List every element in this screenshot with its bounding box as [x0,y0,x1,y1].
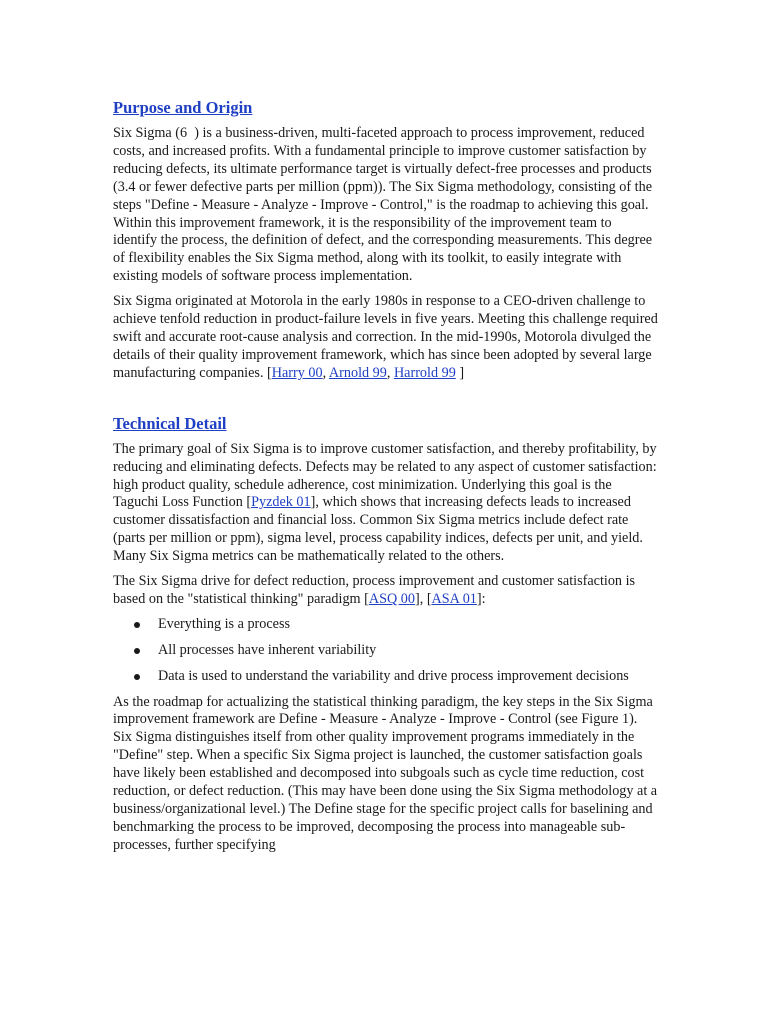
ref-harrold-99-link[interactable]: Harrold 99 [393,364,456,381]
primary-goal-paragraph [113,441,658,566]
ref-pyzdek-01-link[interactable]: Pyzdek 01 [251,494,311,511]
list-item: Everything is a process [158,616,658,634]
ref-asa-01-link[interactable]: ASA 01 [431,590,477,607]
section-spacer [113,390,658,414]
article-body [113,98,658,862]
separator: , [386,364,391,381]
purpose-origin-heading[interactable]: Purpose and Origin [113,98,253,117]
ref-asq-00-link[interactable]: ASQ 00 [368,590,415,607]
purpose-paragraph: Six Sigma (6 ) is a business-driven, multi-faceted approach to process improvement, reduced costs, and increased profits. With a fundamental principle to improve customer satisfaction by reducing defects, its ultimate performance target is virtually defect-free processes and products (3.4 or fewer defective parts per million (ppm)). The Six Sigma methodology, consisting of the steps "Define - Measure - Analyze - Improve - Control," is the roadmap to achieving this goal. Within this improvement framework, it is the responsibility of the improvement team to identify the process, the definition of defect, and the corresponding measurements. This degree of flexibility enables the Six Sigma method, along with its toolkit, to easily integrate with existing models of software process implementation. [113,125,653,285]
ref-arnold-99-link[interactable]: Arnold 99 [328,364,387,381]
bracket-close: ] [455,364,465,381]
separator: , [322,364,329,381]
list-item: Data is used to understand the variability and drive process improvement decisions [158,668,658,686]
bracket-close: ]: [476,590,486,607]
origin-text: Six Sigma originated at Motorola in the early 1980s in response to a CEO-driven challenge to achieve tenfold reduction in product-failure levels in five years. Meeting this challenge required swift and accurate root-cause analysis and correction. In the mid-1990s, Motorola divulged the details of their quality improvement framework, which has since been adopted by several large manufacturing companies. [ [113,293,658,381]
ref-harry-00-link[interactable]: Harry 00 [271,364,323,381]
statistical-thinking-paragraph [113,573,658,609]
primary-goal-text: The primary goal of Six Sigma is to improve customer satisfaction, and thereby profitability, by reducing and eliminating defects. Defects may be related to any aspect of customer satisfaction: high product quality, schedule adherence, cost minimization. Underlying this goal is the Taguchi Loss Function [ [113,440,657,511]
list-item: All processes have inherent variability [158,642,658,660]
separator: ], [ [415,590,432,607]
paradigm-bullet-list [113,616,658,686]
technical-detail-heading[interactable]: Technical Detail [113,413,227,433]
primary-goal-text-cont: ], which shows that increasing defects leads to increased customer dissatisfaction and financial loss. Common Six Sigma metrics include defect rate (parts per million or ppm), sigma level, process capability indices, defects per unit, and yield. Many Six Sigma metrics can be mathematically related to the others. [113,494,643,565]
origin-paragraph [113,293,658,383]
roadmap-paragraph: As the roadmap for actualizing the statistical thinking paradigm, the key steps in the Six Sigma improvement framework are Define - Measure - Analyze - Improve - Control (see Figure 1). Six Sigma distinguishes itself from other quality improvement programs immediately in the "Define" step. When a specific Six Sigma project is launched, the customer satisfaction goals have likely been established and decomposed into subgoals such as cycle time reduction, cost reduction, or defect reduction. (This may have been done using the Six Sigma methodology at a business/organizational level.) The Define stage for the specific project calls for baselining and benchmarking the process to be improved, decomposing the process into manageable sub-processes, further specifying [113,693,658,853]
statistical-thinking-text: The Six Sigma drive for defect reduction, process improvement and customer satisfaction is based on the "statistical thinking" paradigm [ [113,573,636,607]
